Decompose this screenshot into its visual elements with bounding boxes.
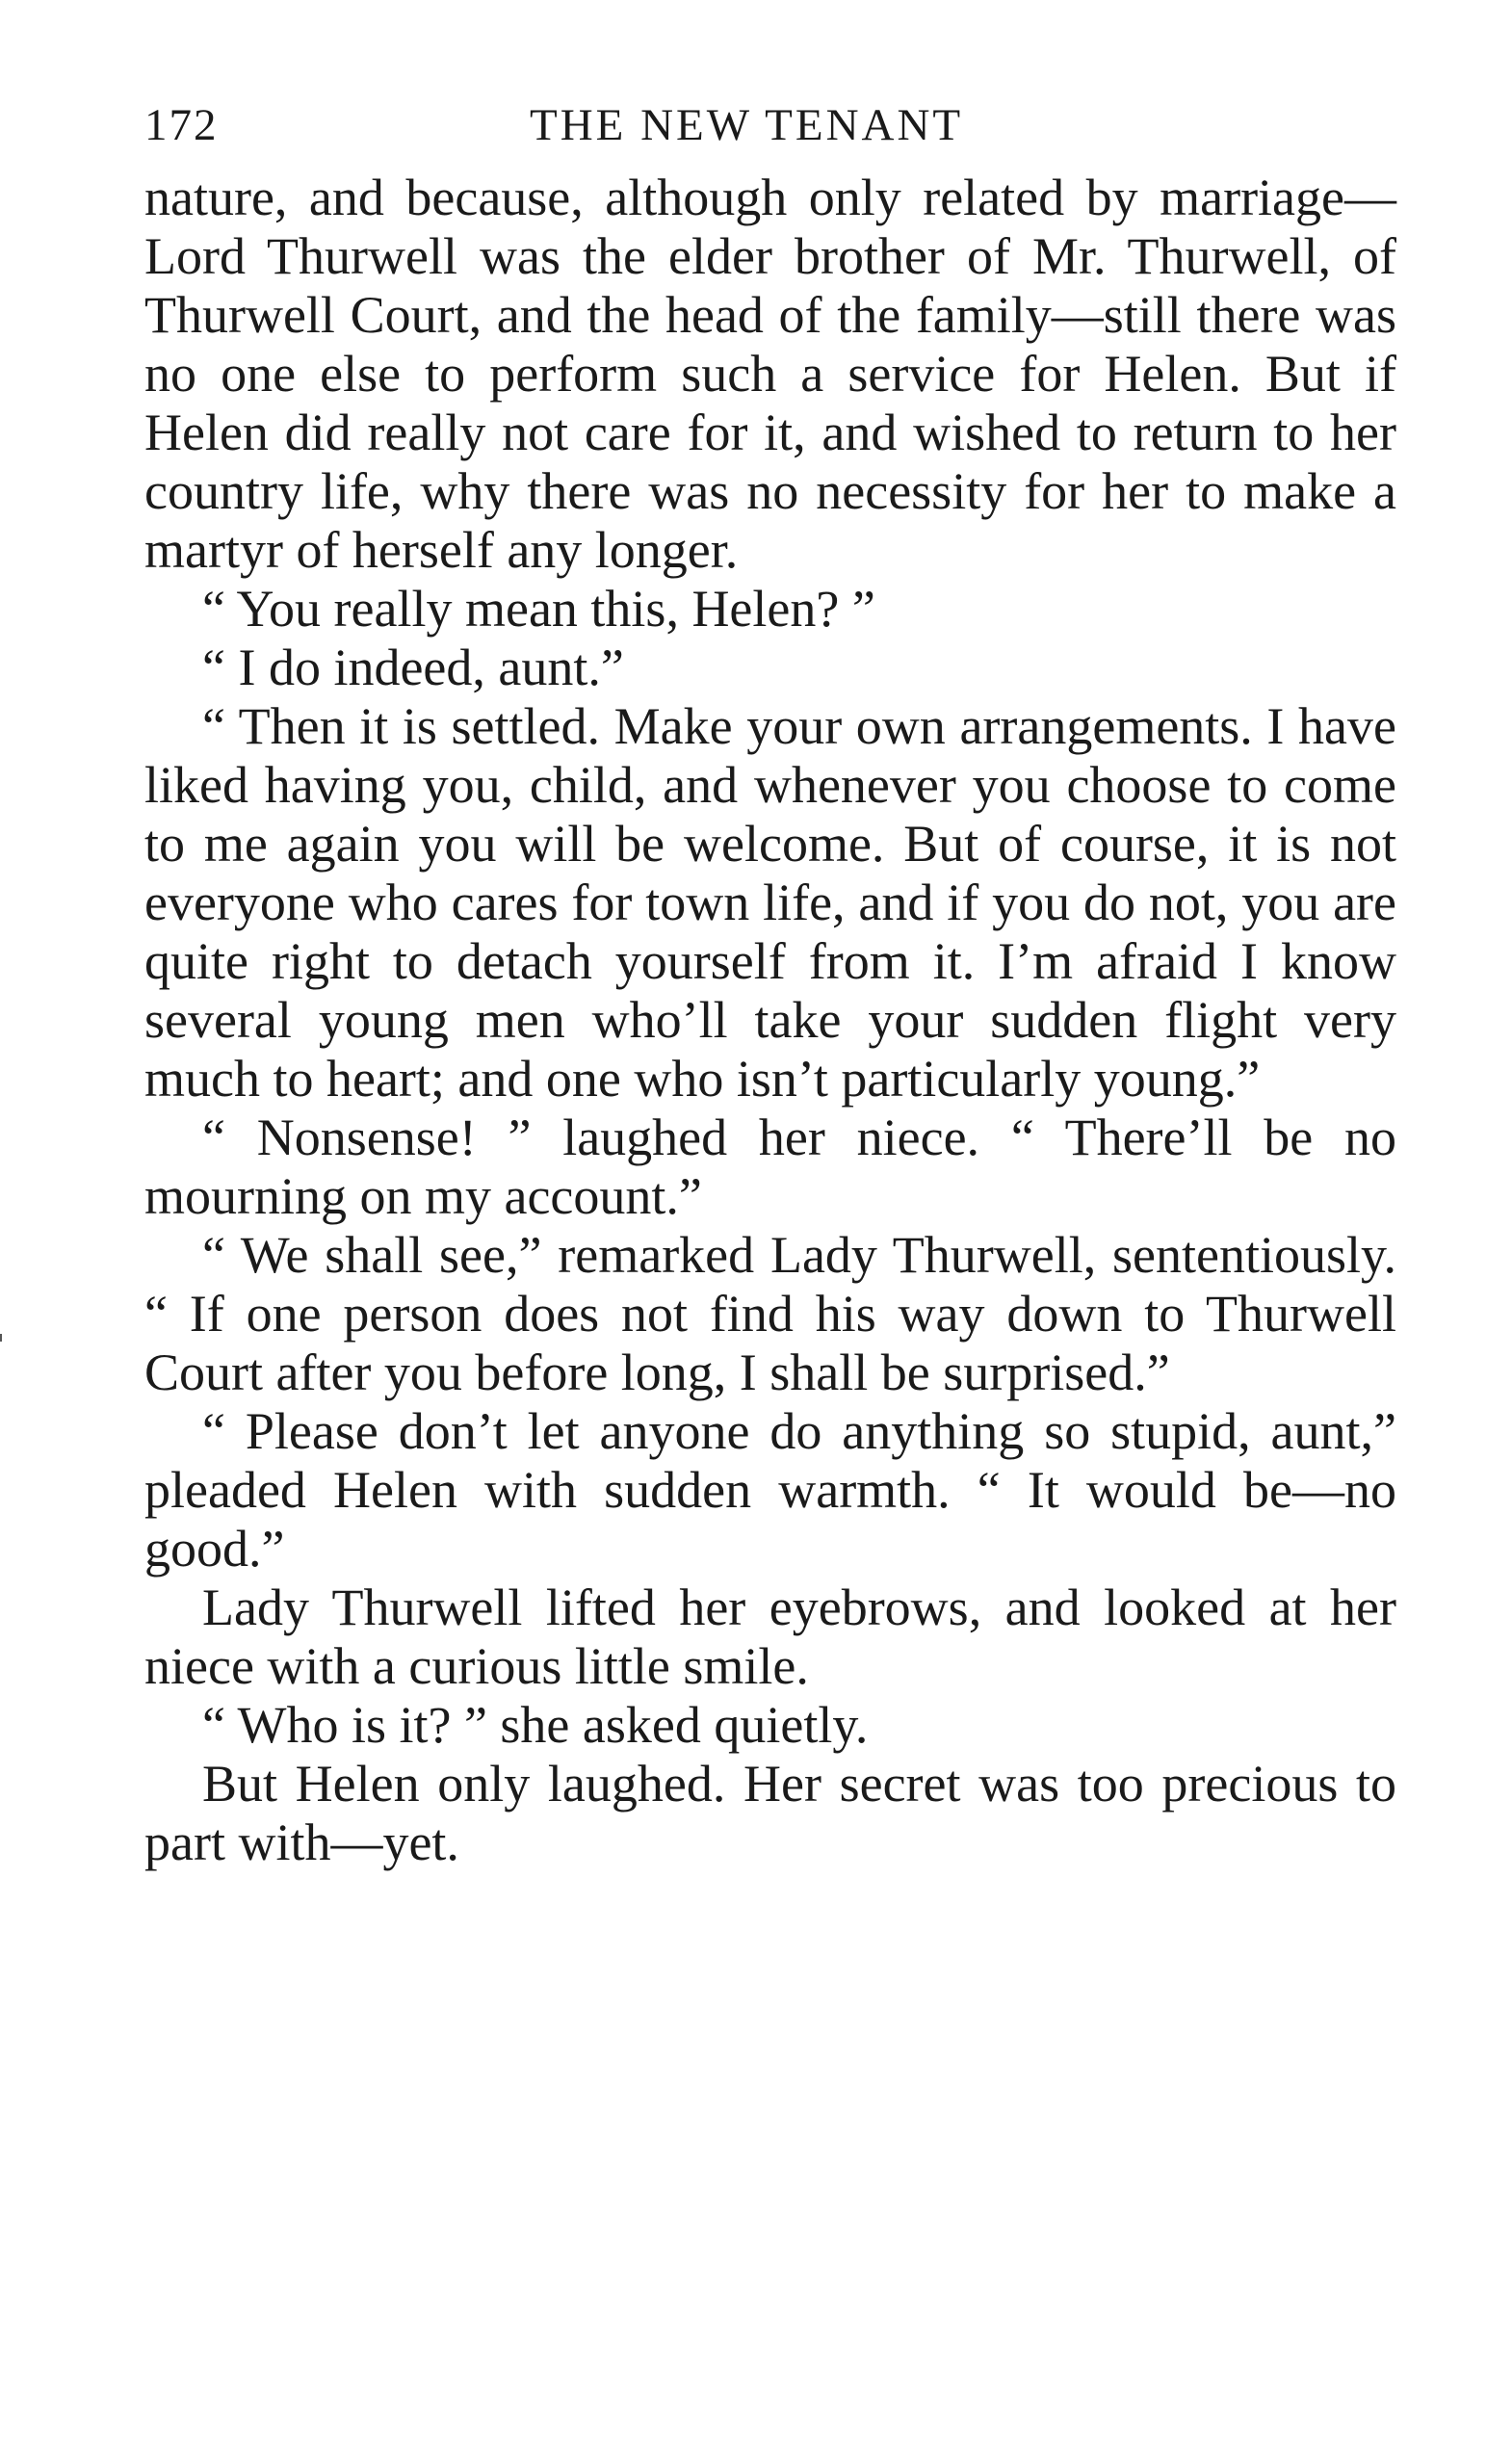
paragraph: Lady Thurwell lifted her eyebrows, and looked at her niece with a curious little smile.	[144, 1578, 1396, 1695]
page-content	[144, 91, 1396, 1872]
running-title: THE NEW TENANT	[530, 100, 964, 150]
paragraph: nature, and because, although only related by marriage—Lord Thurwell was the elder brother of Mr. Thurwell, of Thurwell Court, and the head of the family—still there was no one else to perform such a service for Helen. But if Helen did really not care for it, and wished to return to her country life, why there was no necessity for her to make a martyr of herself any longer.	[144, 169, 1396, 579]
running-head	[144, 91, 1396, 159]
paragraph: “ Who is it? ” she asked quietly.	[202, 1696, 869, 1754]
body-text	[144, 169, 1396, 1872]
paragraph: “ We shall see,” remarked Lady Thurwell, sententiously. “ If one person does not find his way down to Thurwell Court after you before long, I shall be surprised.”	[144, 1226, 1396, 1401]
paragraph: “ You really mean this, Helen? ”	[202, 580, 875, 638]
paragraph: “ Please don’t let anyone do anything so stupid, aunt,” pleaded Helen with sudden warmth. “ It would be—no good.”	[144, 1402, 1396, 1578]
paragraph: But Helen only laughed. Her secret was too precious to part with—yet.	[144, 1755, 1396, 1871]
page-number: 172	[144, 100, 219, 150]
paragraph: “ I do indeed, aunt.”	[202, 639, 624, 696]
paragraph: “ Nonsense! ” laughed her niece. “ There’ll be no mourning on my account.”	[144, 1109, 1396, 1225]
margin-mark	[0, 1334, 2, 1342]
paragraph: “ Then it is settled. Make your own arrangements. I have liked having you, child, and whenever you choose to come to me again you will be welcome. But of course, it is not everyone who cares for town life, and if you do not, you are quite right to detach yourself from it. I’m afraid I know several young men who’ll take your sudden flight very much to heart; and one who isn’t particularly young.”	[144, 697, 1396, 1108]
